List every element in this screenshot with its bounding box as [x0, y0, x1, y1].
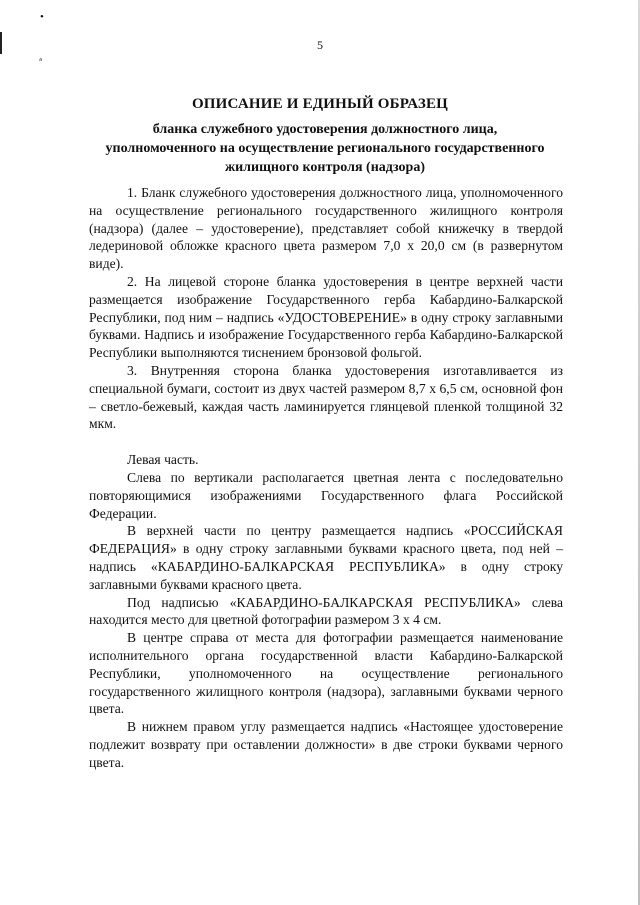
paragraph-top-inscription: В верхней части по центру размещается надпись «РОССИЙСКАЯ ФЕДЕРАЦИЯ» в одну строку заглавными буквами красного цвета, под ней – надпись «КАБАРДИНО-БАЛКАРСКАЯ РЕСПУБЛИКА» в одну строку заглавными буквами красного цвета.: [89, 523, 563, 592]
paragraph-photo-place: Под надписью «КАБАРДИНО-БАЛКАРСКАЯ РЕСПУБЛИКА» слева находится место для цветной фотографии размером 3 х 4 см.: [89, 594, 563, 628]
section-label-left-part: Левая часть.: [127, 452, 199, 468]
scan-artifact-dot: •: [40, 11, 44, 23]
paragraph-3: 3. Внутренняя сторона бланка удостоверения изготавливается из специальной бумаги, состоит из двух частей размером 8,7 х 6,5 см, основной фон – светло-бежевый, каждая часть ламинируется глянцевой пленкой толщиной 32 мкм.: [89, 362, 563, 432]
page-number: 5: [317, 38, 323, 52]
paragraph-agency-name: В центре справа от места для фотографии размещается наименование исполнительного органа государственной власти Кабардино-Балкарской Республики, уполномоченного на осуществление регионального государственного жилищного контроля (надзора), заглавными буквами черного цвета.: [89, 630, 563, 717]
paragraph-1: 1. Бланк служебного удостоверения должностного лица, уполномоченного на осуществление регионального государственного жилищного контроля (надзора) (далее – удостоверение), представляет собой книжечку в твердой ледериновой обложке красного цвета размером 7,0 х 20,0 см (в развернутом виде).: [89, 185, 563, 272]
paragraph-return-notice: В нижнем правом углу размещается надпись «Настоящее удостоверение подлежит возврату при оставлении должности» в две строки буквами черного цвета.: [89, 719, 563, 770]
document-subtitle: бланка служебного удостоверения должностного лица, уполномоченного на осуществление регионального государственного жилищного контроля (надзора): [105, 122, 545, 175]
document-body: [89, 184, 563, 772]
paragraph-2: 2. На лицевой стороне бланка удостоверения в центре верхней части размещается изображение Государственного герба Кабардино-Балкарской Республики, под ним – надпись «УДОСТОВЕРЕНИЕ» в одну строку заглавными буквами. Надпись и изображение Государственного герба Кабардино-Балкарской Республики выполняются тиснением бронзовой фольгой.: [89, 273, 563, 361]
paragraph-left-ribbon: Слева по вертикали располагается цветная лента с последовательно повторяющимися изображениями Государственного флага Российской Федерации.: [89, 469, 563, 521]
document-title: ОПИСАНИЕ И ЕДИНЫЙ ОБРАЗЕЦ: [191, 96, 449, 112]
scan-artifact-mark: ₔ: [39, 51, 42, 63]
